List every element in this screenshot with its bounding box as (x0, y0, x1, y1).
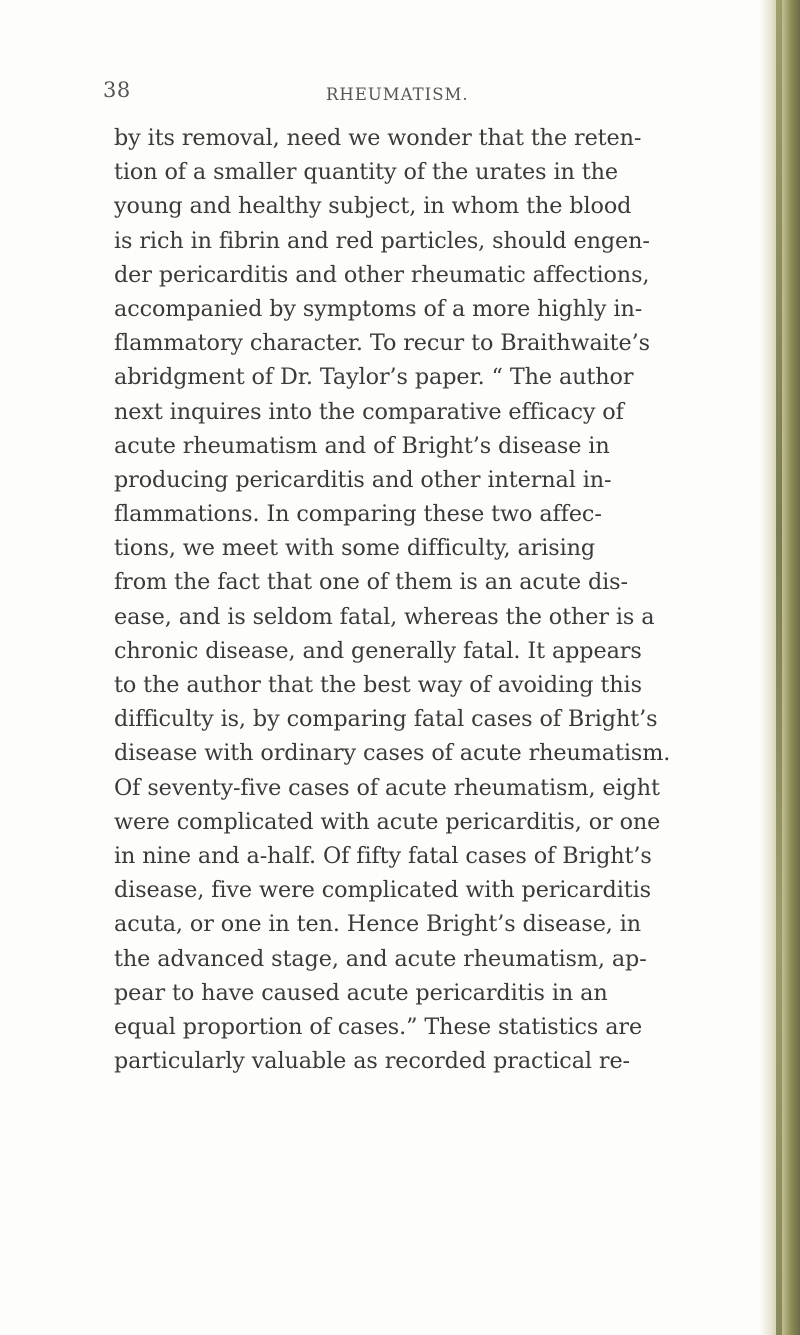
text-line: producing pericarditis and other internal in- (114, 466, 612, 493)
text-line: disease with ordinary cases of acute rheumatism. (114, 740, 671, 767)
text-line: abridgment of Dr. Taylor’s paper. “ The author (114, 364, 634, 391)
text-line: by its removal, need we wonder that the reten- (114, 125, 642, 151)
text-line: der pericarditis and other rheumatic affections, (114, 261, 650, 288)
text-line: accompanied by symptoms of a more highly in- (114, 295, 643, 322)
text-line: particularly valuable as recorded practical re- (114, 1048, 630, 1075)
body-paragraph (114, 121, 744, 1078)
text-line: young and healthy subject, in whom the blood (114, 193, 632, 220)
text-line: in nine and a-half. Of fifty fatal cases of Bright’s (114, 842, 652, 869)
text-line: tions, we meet with some difficulty, arising (114, 535, 596, 562)
running-head: RHEUMATISM. (326, 85, 469, 104)
text-line: acuta, or one in ten. Hence Bright’s disease, in (114, 911, 642, 938)
text-line: chronic disease, and generally fatal. It appears (114, 637, 642, 664)
text-line: Of seventy-five cases of acute rheumatism, eight (114, 774, 660, 801)
text-line: acute rheumatism and of Bright’s disease in (114, 432, 610, 459)
text-line: from the fact that one of them is an acute dis- (114, 569, 628, 596)
page-binding-shadow (776, 0, 782, 1335)
text-line: disease, five were complicated with pericarditis (114, 877, 651, 904)
text-line: difficulty is, by comparing fatal cases of Bright’s (114, 706, 658, 733)
text-line: flammatory character. To recur to Braithwaite’s (114, 330, 650, 357)
text-line: is rich in fibrin and red particles, should engen- (114, 227, 650, 254)
text-line: were complicated with acute pericarditis, or one (114, 808, 661, 835)
text-line: equal proportion of cases.” These statistics are (114, 1013, 643, 1040)
text-line: the advanced stage, and acute rheumatism, ap- (114, 945, 647, 972)
text-line: tion of a smaller quantity of the urates in the (114, 159, 618, 186)
text-line: next inquires into the comparative efficacy of (114, 398, 624, 425)
text-line: flammations. In comparing these two affec- (114, 501, 602, 528)
page-number: 38 (103, 78, 131, 102)
text-line: pear to have caused acute pericarditis in an (114, 979, 608, 1006)
text-line: to the author that the best way of avoiding this (114, 672, 642, 698)
text-line: ease, and is seldom fatal, whereas the other is a (114, 603, 655, 630)
